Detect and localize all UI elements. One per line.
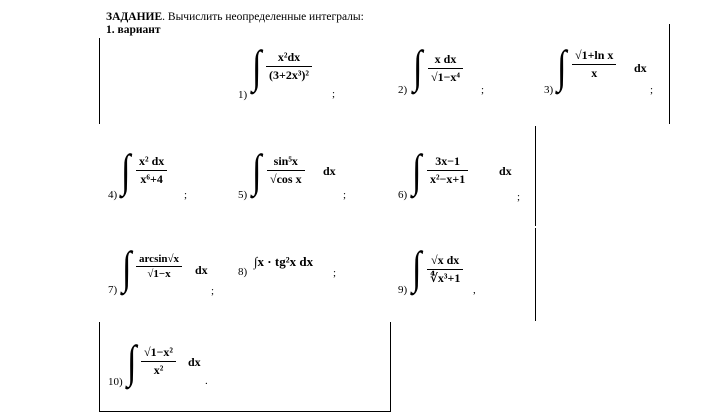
separator: ; bbox=[332, 88, 336, 100]
separator: , bbox=[473, 284, 476, 296]
separator: ; bbox=[650, 84, 654, 96]
integral-expression: ∫x · tg²x dx bbox=[254, 254, 314, 269]
denominator: ∜x³+1 bbox=[430, 271, 461, 286]
problem-number: 6) bbox=[398, 189, 408, 201]
integral-sign: ∫ bbox=[412, 242, 422, 293]
separator: ; bbox=[211, 285, 215, 297]
table-border bbox=[99, 322, 100, 412]
differential: dx bbox=[499, 164, 512, 178]
separator: ; bbox=[517, 191, 521, 203]
problem-number: 1) bbox=[238, 89, 248, 101]
fraction bbox=[136, 154, 167, 187]
denominator: x² bbox=[153, 363, 164, 378]
denominator: √1−x⁴ bbox=[431, 70, 461, 85]
table-border bbox=[99, 38, 100, 124]
problem-number: 9) bbox=[398, 284, 408, 296]
integral-sign: ∫ bbox=[122, 242, 132, 293]
integral-sign: ∫ bbox=[121, 145, 131, 196]
numerator: √x dx bbox=[431, 253, 460, 267]
fraction bbox=[267, 154, 305, 187]
differential: dx bbox=[323, 164, 336, 178]
problem-number: 5) bbox=[238, 189, 248, 201]
fraction bbox=[136, 253, 182, 280]
problem-number: 2) bbox=[398, 84, 408, 96]
table-border bbox=[99, 411, 391, 412]
separator: . bbox=[205, 375, 208, 387]
integral-sign: ∫ bbox=[412, 145, 422, 196]
differential: dx bbox=[188, 355, 201, 369]
numerator: √1+ln x bbox=[575, 48, 614, 62]
problem-number: 4) bbox=[108, 189, 118, 201]
differential: dx bbox=[195, 263, 208, 277]
fraction bbox=[572, 48, 616, 81]
task-heading bbox=[106, 11, 364, 23]
integral-sign: ∫ bbox=[127, 336, 137, 387]
problem-number: 3) bbox=[544, 84, 554, 96]
separator: ; bbox=[333, 267, 337, 279]
table-border bbox=[535, 126, 536, 226]
task-text: . Вычислить неопределенные интегралы: bbox=[162, 11, 364, 23]
integral-sign: ∫ bbox=[413, 41, 423, 92]
problem-number: 8) bbox=[238, 266, 248, 278]
separator: ; bbox=[184, 189, 188, 201]
numerator: √1−x² bbox=[144, 345, 174, 359]
denominator: √1−x bbox=[147, 268, 171, 281]
differential: dx bbox=[634, 61, 647, 75]
problem-number: 10) bbox=[108, 376, 123, 388]
numerator: 3x−1 bbox=[435, 154, 461, 168]
fraction bbox=[427, 253, 463, 286]
fraction bbox=[428, 52, 463, 85]
denominator: x bbox=[591, 66, 598, 81]
fraction bbox=[427, 154, 468, 187]
denominator: x²−x+1 bbox=[430, 172, 466, 187]
integral-sign: ∫ bbox=[557, 41, 567, 92]
table-border bbox=[535, 228, 536, 321]
variant-label: 1. вариант bbox=[106, 24, 161, 36]
integral-sign: ∫ bbox=[252, 41, 262, 92]
separator: ; bbox=[481, 84, 485, 96]
denominator: √cos x bbox=[270, 172, 302, 187]
numerator: sin⁵x bbox=[273, 154, 298, 168]
numerator: x² dx bbox=[139, 154, 165, 168]
denominator: (3+2x³)² bbox=[269, 68, 310, 83]
numerator: arcsin√x bbox=[139, 253, 180, 265]
integral-sign: ∫ bbox=[252, 145, 262, 196]
fraction bbox=[266, 50, 312, 83]
table-border bbox=[390, 322, 391, 412]
numerator: x dx bbox=[434, 52, 457, 66]
numerator: x²dx bbox=[277, 50, 301, 64]
table-border bbox=[669, 24, 670, 124]
task-label: ЗАДАНИЕ bbox=[106, 11, 163, 23]
denominator: x⁶+4 bbox=[140, 172, 163, 187]
fraction bbox=[141, 345, 176, 378]
separator: ; bbox=[343, 189, 347, 201]
problem-number: 7) bbox=[108, 284, 118, 296]
